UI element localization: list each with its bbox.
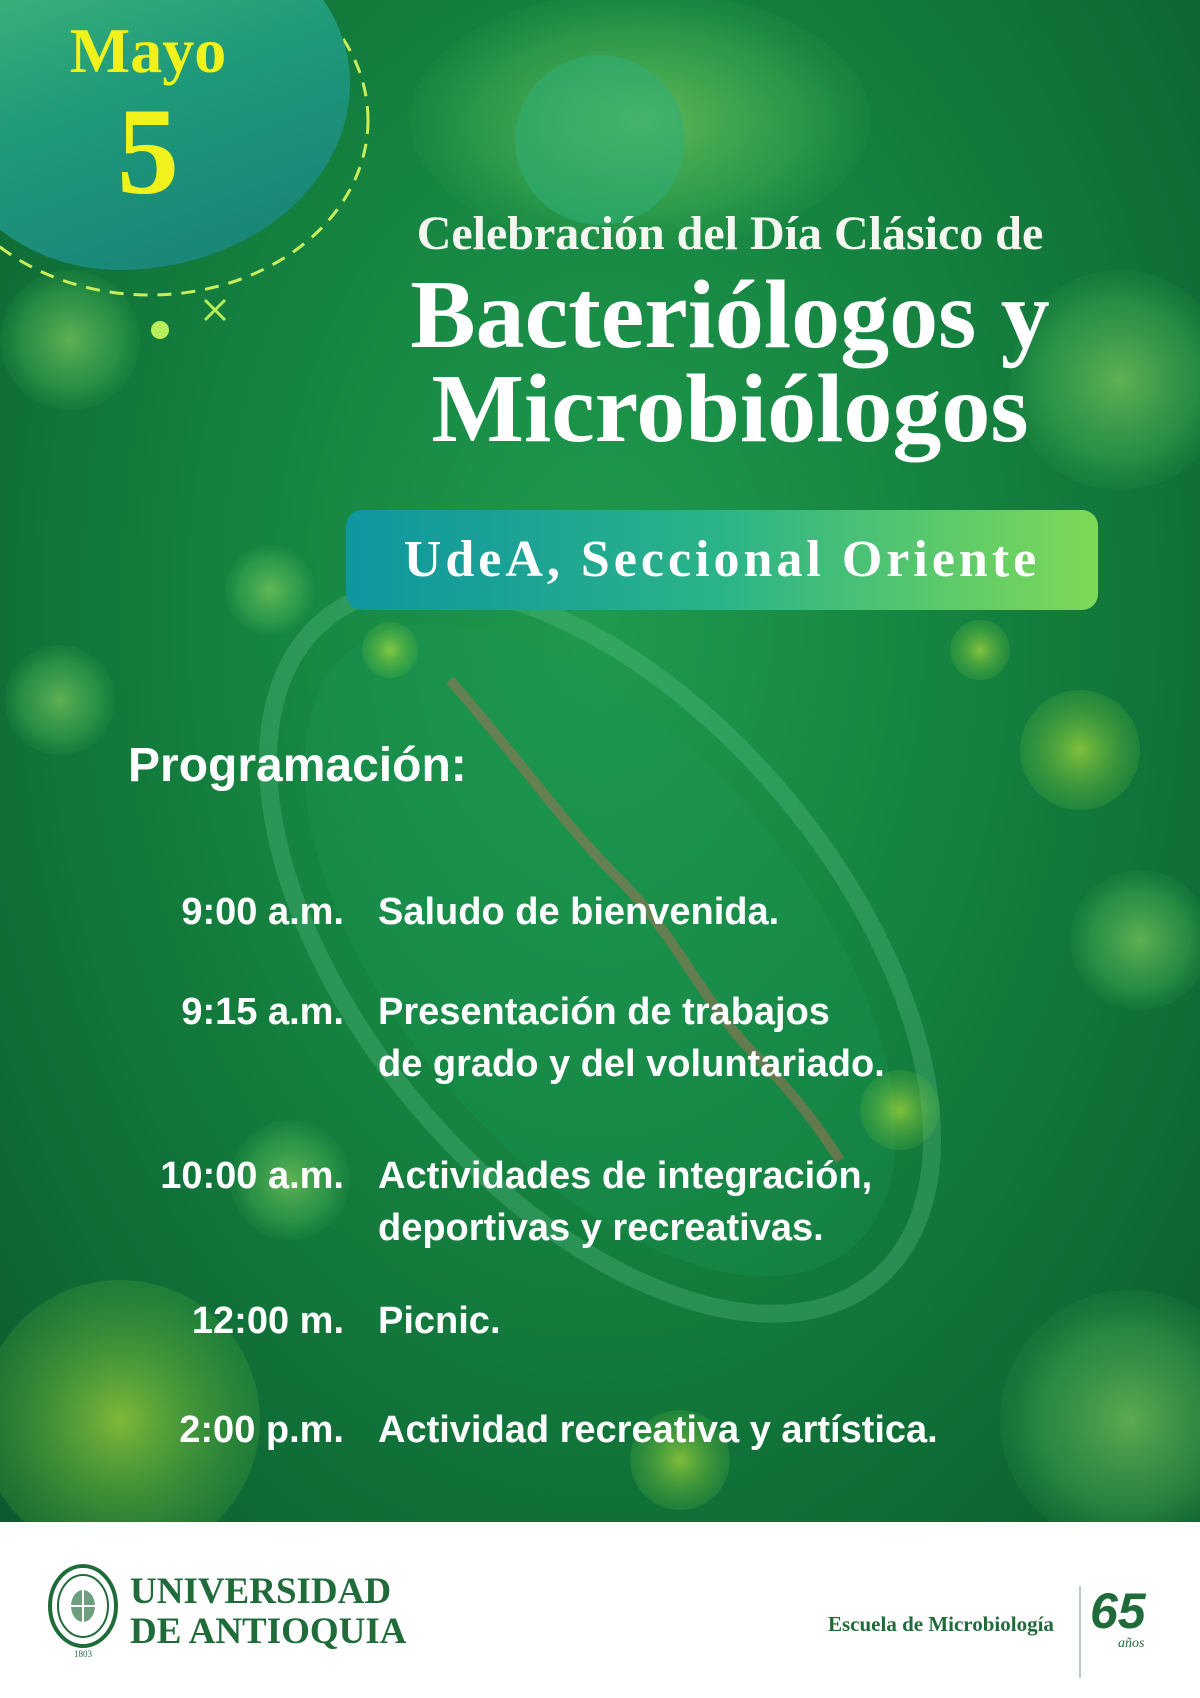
footer: [0, 1522, 1200, 1698]
event-title-line: Bacteriólogos y: [410, 261, 1050, 369]
seal-year: 1803: [74, 1649, 92, 1659]
activity-line: Actividades de integración,: [378, 1155, 873, 1197]
schedule-activity: [378, 1150, 1178, 1254]
schedule-activity: [378, 1404, 1178, 1456]
event-title-intro: Celebración del Día Clásico de: [416, 207, 1044, 260]
university-name: [130, 1572, 407, 1652]
schedule-time: 10:00 a.m.: [160, 1155, 344, 1197]
schedule-activity: [378, 986, 1178, 1090]
school-name: Escuela de Microbiología: [828, 1612, 1054, 1636]
location-badge: UdeA, Seccional Oriente: [346, 510, 1098, 610]
schedule-time: 2:00 p.m.: [179, 1409, 344, 1451]
activity-line: de grado y del voluntariado.: [378, 1043, 885, 1085]
event-title-line: Microbiólogos: [431, 355, 1029, 463]
schedule-time: 9:00 a.m.: [181, 891, 344, 933]
schedule-activity: [378, 886, 1178, 938]
footer-divider: [1079, 1586, 1081, 1678]
activity-line: Actividad recreativa y artística.: [378, 1409, 938, 1451]
seal-icon: [46, 1564, 120, 1660]
university-name-line: DE ANTIOQUIA: [130, 1611, 407, 1652]
activity-line: Saludo de bienvenida.: [378, 891, 780, 933]
anniversary-number: 65: [1090, 1583, 1146, 1639]
event-day: 5: [117, 83, 179, 220]
schedule-activity: [378, 1295, 1178, 1347]
university-name-line: UNIVERSIDAD: [130, 1571, 392, 1612]
program-heading: Programación:: [128, 739, 467, 792]
activity-line: Picnic.: [378, 1300, 501, 1342]
activity-line: Presentación de trabajos: [378, 991, 830, 1033]
activity-line: deportivas y recreativas.: [378, 1207, 824, 1249]
schedule-time: 9:15 a.m.: [181, 991, 344, 1033]
event-month: Mayo: [69, 15, 227, 86]
schedule-time: 12:00 m.: [191, 1300, 344, 1342]
anniversary-word: años: [1118, 1636, 1145, 1651]
